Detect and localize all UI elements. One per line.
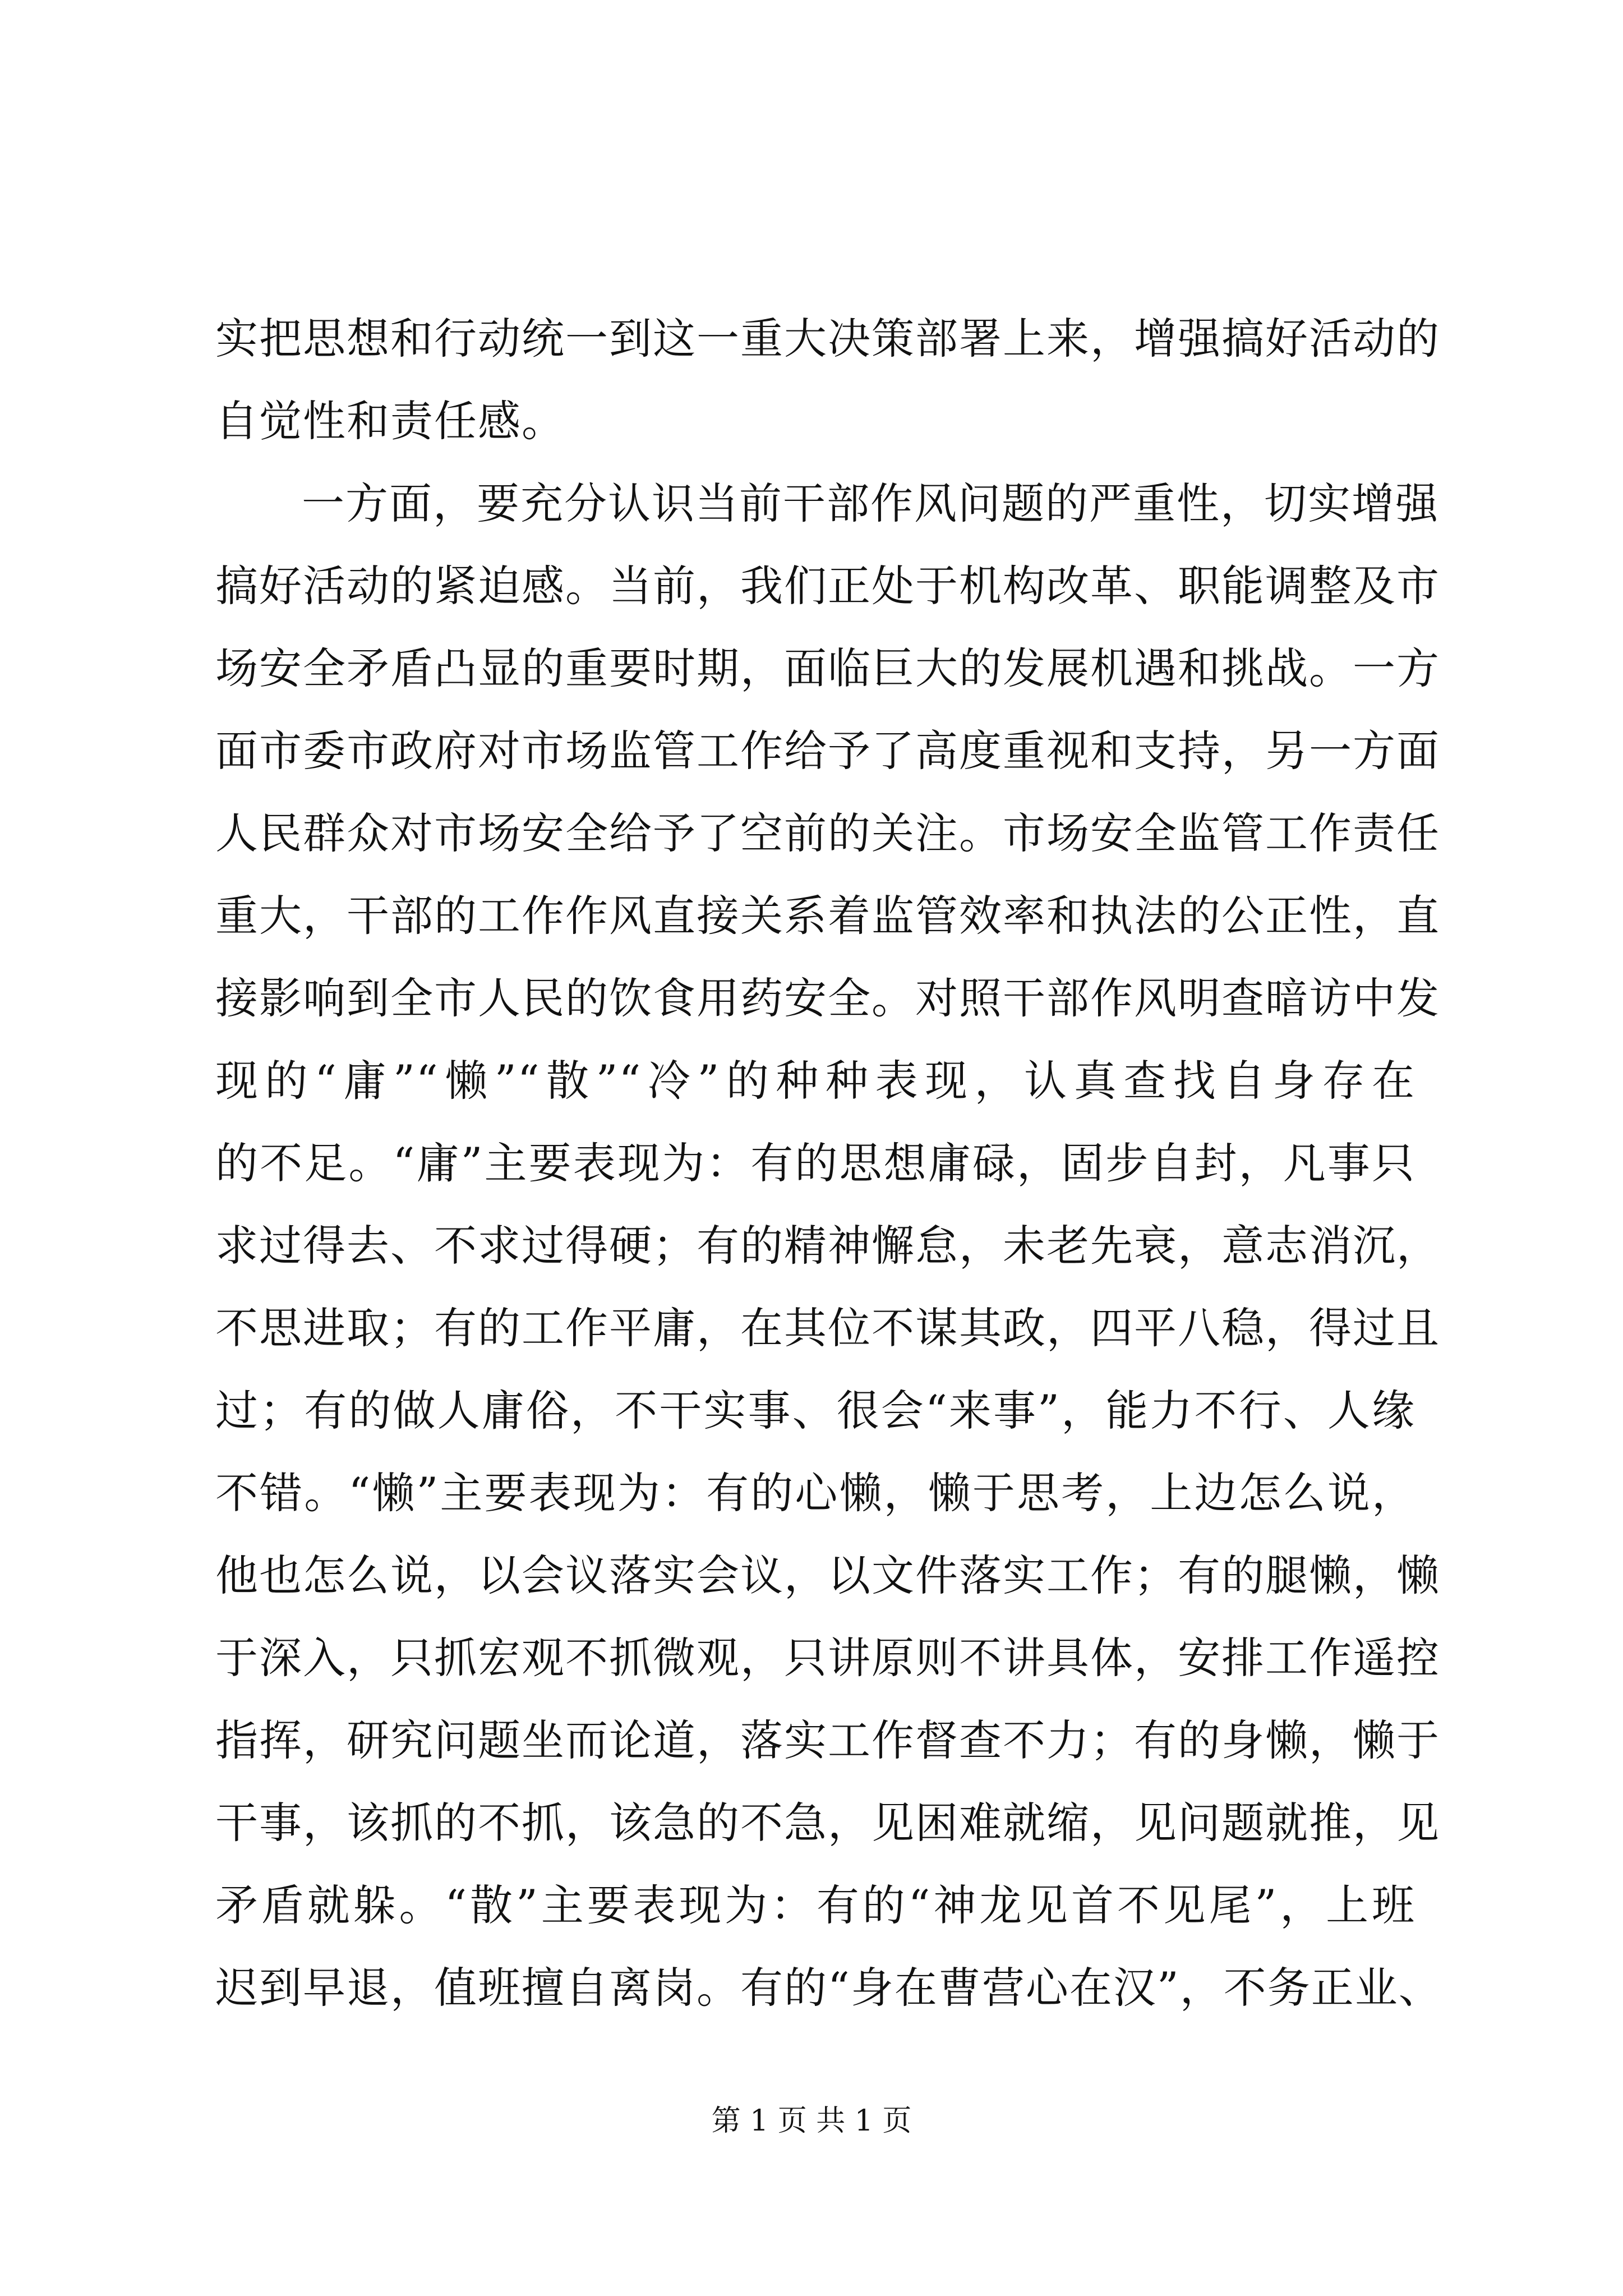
text-line: 于深入，只抓宏观不抓微观，只讲原则不讲具体，安排工作遥控 — [215, 1633, 1440, 1683]
text-line: 不思进取；有的工作平庸，在其位不谋其政，四平八稳，得过且 — [215, 1303, 1440, 1353]
text-line: 他也怎么说，以会议落实会议，以文件落实工作；有的腿懒，懒 — [215, 1550, 1440, 1600]
page-number-label: 第 1 页 共 1 页 — [711, 2104, 912, 2138]
text-line: 实把思想和行动统一到这一重大决策部署上来，增强搞好活动的 — [215, 314, 1440, 364]
text-line: 人民群众对市场安全给予了空前的关注。市场安全监管工作责任 — [215, 808, 1440, 858]
text-line: 的不足。“庸”主要表现为：有的思想庸碌，固步自封，凡事只 — [215, 1138, 1415, 1188]
text-line: 自觉性和责任感。 — [215, 396, 565, 446]
text-line: 迟到早退，值班擅自离岗。有的“身在曹营心在汉”，不务正业、 — [215, 1963, 1442, 2013]
text-line: 面市委市政府对市场监管工作给予了高度重视和支持，另一方面 — [215, 726, 1440, 776]
text-line: 重大，干部的工作作风直接关系着监管效率和执法的公正性，直 — [215, 891, 1440, 941]
text-line: 指挥，研究问题坐而论道，落实工作督查不力；有的身懒，懒于 — [215, 1715, 1440, 1765]
text-line: 接影响到全市人民的饮食用药安全。对照干部作风明查暗访中发 — [215, 973, 1440, 1023]
paragraph-first-line: 一方面，要充分认识当前干部作风问题的严重性，切实增强 — [302, 478, 1439, 528]
text-line: 矛盾就躲。“散”主要表现为：有的“神龙见首不见尾”，上班 — [215, 1880, 1415, 1930]
text-line: 过；有的做人庸俗，不干实事、很会“来事”，能力不行、人缘 — [215, 1386, 1415, 1435]
text-line: 求过得去、不求过得硬；有的精神懈怠，未老先衰，意志消沉， — [215, 1221, 1440, 1271]
text-line: 场安全矛盾凸显的重要时期，面临巨大的发展机遇和挑战。一方 — [215, 643, 1440, 693]
text-line: 干事，该抓的不抓，该急的不急，见困难就缩，见问题就推，见 — [215, 1798, 1440, 1848]
text-line: 搞好活动的紧迫感。当前，我们正处于机构改革、职能调整及市 — [215, 561, 1440, 611]
text-line: 不错。“懒”主要表现为：有的心懒，懒于思考，上边怎么说， — [215, 1468, 1415, 1518]
text-line: 现的“庸”“懒”“散”“冷”的种种表现，认真查找自身存在 — [215, 1056, 1415, 1106]
page-footer — [0, 2097, 1623, 2139]
document-body — [215, 297, 1442, 2029]
